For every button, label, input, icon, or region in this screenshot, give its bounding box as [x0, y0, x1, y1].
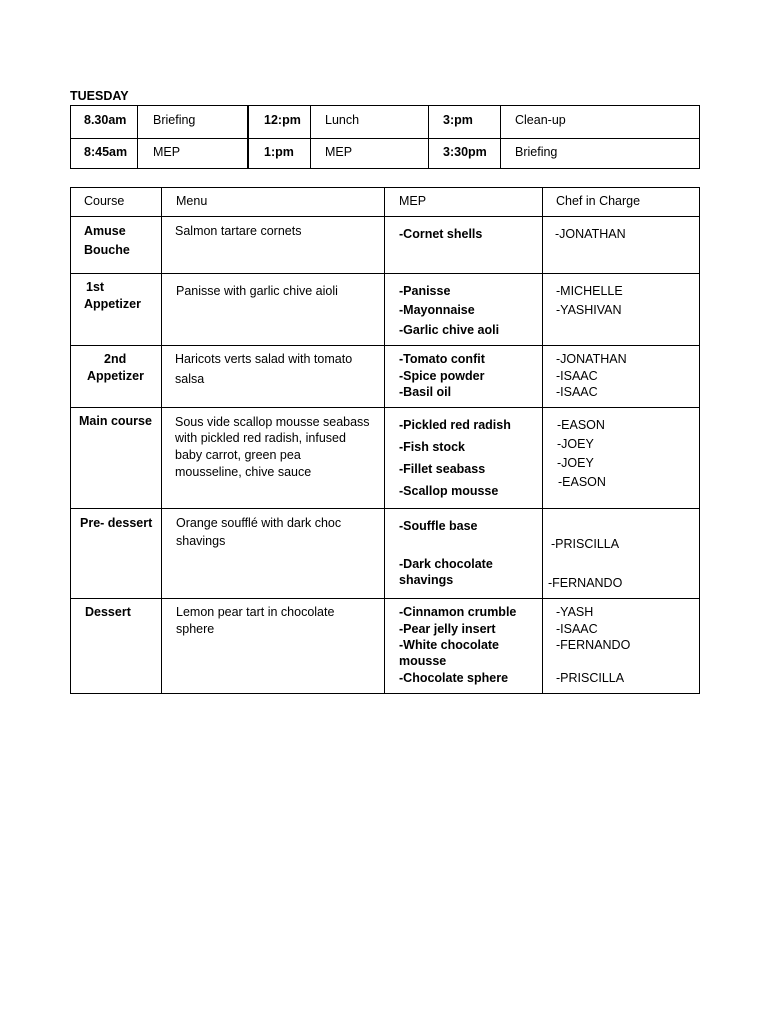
- schedule-time-cell: [428, 106, 500, 138]
- course-name-line: Appetizer: [84, 297, 141, 311]
- mep-item: -Cinnamon crumble: [399, 605, 517, 619]
- mep-item: -Mayonnaise: [399, 303, 475, 317]
- mep-cell: [384, 274, 542, 345]
- menu-cell: [161, 346, 384, 407]
- course-row: [71, 273, 699, 345]
- mep-cell: [384, 346, 542, 407]
- day-heading: TUESDAY: [70, 89, 129, 103]
- menu-description-line: sphere: [176, 622, 215, 636]
- chef-cell: [542, 217, 699, 273]
- chef-name: -FERNANDO: [548, 576, 623, 590]
- mep-item: -Pear jelly insert: [399, 622, 496, 636]
- schedule-time: 1:pm: [264, 145, 294, 159]
- chef-cell: [542, 599, 699, 693]
- schedule-activity-cell: [137, 139, 247, 168]
- schedule-activity: MEP: [325, 145, 353, 159]
- mep-item: -Tomato confit: [399, 352, 485, 366]
- course-row: [71, 508, 699, 598]
- menu-description-line: shavings: [176, 534, 226, 548]
- schedule-row: [71, 106, 699, 138]
- schedule-activity: Briefing: [515, 145, 558, 159]
- schedule-activity-cell: [500, 139, 699, 168]
- header-menu: Menu: [176, 194, 208, 208]
- menu-cell: [161, 217, 384, 273]
- menu-description-line: salsa: [175, 372, 205, 386]
- schedule-activity: Lunch: [325, 113, 360, 127]
- chef-name: -FERNANDO: [556, 638, 631, 652]
- schedule-activity-cell: [137, 106, 247, 138]
- schedule-table: [70, 105, 700, 169]
- schedule-activity: Clean-up: [515, 113, 566, 127]
- header-mep-cell: [384, 188, 542, 216]
- course-cell: [71, 599, 161, 693]
- menu-cell: [161, 408, 384, 508]
- chef-name: -JONATHAN: [555, 227, 626, 241]
- chef-cell: [542, 509, 699, 598]
- course-cell: [71, 408, 161, 508]
- mep-item: -Fish stock: [399, 440, 465, 454]
- header-chef: Chef in Charge: [556, 194, 641, 208]
- mep-item: -Basil oil: [399, 385, 452, 399]
- mep-cell: [384, 509, 542, 598]
- course-cell: [71, 509, 161, 598]
- course-row: [71, 216, 699, 273]
- mep-cell: [384, 408, 542, 508]
- schedule-row: [71, 138, 699, 168]
- schedule-activity: MEP: [153, 145, 181, 159]
- chef-name: -YASHIVAN: [556, 303, 622, 317]
- course-name-line: Pre- dessert: [80, 516, 153, 530]
- menu-cell: [161, 509, 384, 598]
- mep-item: -Spice powder: [399, 369, 485, 383]
- course-name-line: Amuse: [84, 224, 126, 238]
- course-row: [71, 345, 699, 407]
- chef-name: -ISAAC: [556, 385, 598, 399]
- mep-item: -White chocolate: [399, 638, 500, 652]
- chef-cell: [542, 346, 699, 407]
- chef-cell: [542, 408, 699, 508]
- mep-item: -Chocolate sphere: [399, 671, 509, 685]
- chef-name: -ISAAC: [556, 369, 598, 383]
- schedule-activity-cell: [310, 139, 428, 168]
- chef-cell: [542, 274, 699, 345]
- schedule-time-cell: [247, 139, 310, 168]
- mep-item: -Cornet shells: [399, 227, 483, 241]
- menu-table: [70, 187, 700, 694]
- mep-item: -Fillet seabass: [399, 462, 486, 476]
- chef-name: -PRISCILLA: [551, 537, 620, 551]
- menu-description-line: Sous vide scallop mousse seabass: [175, 415, 370, 429]
- menu-description-line: Lemon pear tart in chocolate: [176, 605, 335, 619]
- course-row: [71, 407, 699, 508]
- schedule-time-cell: [428, 139, 500, 168]
- mep-cell: [384, 217, 542, 273]
- menu-description-line: mousseline, chive sauce: [175, 465, 312, 479]
- chef-name: -JOEY: [557, 437, 594, 451]
- course-name-line: Appetizer: [87, 369, 144, 383]
- menu-header-row: [71, 188, 699, 216]
- chef-name: -JONATHAN: [556, 352, 627, 366]
- menu-description-line: Panisse with garlic chive aioli: [176, 284, 338, 298]
- mep-item: -Garlic chive aoli: [399, 323, 500, 337]
- course-name-line: 2nd: [104, 352, 127, 366]
- header-mep: MEP: [399, 194, 427, 208]
- chef-name: -JOEY: [557, 456, 594, 470]
- mep-item: mousse: [399, 654, 447, 668]
- course-cell: [71, 217, 161, 273]
- course-cell: [71, 274, 161, 345]
- schedule-activity: Briefing: [153, 113, 196, 127]
- header-course: Course: [84, 194, 125, 208]
- mep-item: -Pickled red radish: [399, 418, 511, 432]
- mep-item: -Souffle base: [399, 519, 478, 533]
- menu-description-line: Salmon tartare cornets: [175, 224, 302, 238]
- header-menu-cell: [161, 188, 384, 216]
- chef-name: -PRISCILLA: [556, 671, 625, 685]
- schedule-time-cell: [71, 139, 137, 168]
- course-name-line: 1st: [86, 280, 105, 294]
- schedule-time: 3:30pm: [443, 145, 487, 159]
- menu-description-line: with pickled red radish, infused: [175, 431, 346, 445]
- mep-cell: [384, 599, 542, 693]
- menu-description-line: baby carrot, green pea: [175, 448, 301, 462]
- menu-description-line: Haricots verts salad with tomato: [175, 352, 353, 366]
- course-cell: [71, 346, 161, 407]
- mep-item: -Scallop mousse: [399, 484, 499, 498]
- course-name-line: Bouche: [84, 243, 130, 257]
- menu-description-line: Orange soufflé with dark choc: [176, 516, 342, 530]
- chef-name: -EASON: [557, 418, 605, 432]
- header-course-cell: [71, 188, 161, 216]
- schedule-time-cell: [71, 106, 137, 138]
- chef-name: -YASH: [556, 605, 594, 619]
- course-row: [71, 598, 699, 693]
- schedule-time-cell: [247, 106, 310, 138]
- schedule-activity-cell: [500, 106, 699, 138]
- mep-item: shavings: [399, 573, 454, 587]
- menu-cell: [161, 274, 384, 345]
- schedule-time: 12:pm: [264, 113, 301, 127]
- mep-item: -Dark chocolate: [399, 557, 493, 571]
- course-name-line: Main course: [79, 414, 152, 428]
- mep-item: -Panisse: [399, 284, 451, 298]
- schedule-time: 8:45am: [84, 145, 128, 159]
- schedule-time: 8.30am: [84, 113, 127, 127]
- schedule-time: 3:pm: [443, 113, 473, 127]
- menu-cell: [161, 599, 384, 693]
- header-chef-cell: [542, 188, 699, 216]
- chef-name: -ISAAC: [556, 622, 598, 636]
- chef-name: -MICHELLE: [556, 284, 623, 298]
- course-name-line: Dessert: [85, 605, 131, 619]
- chef-name: -EASON: [558, 475, 606, 489]
- schedule-activity-cell: [310, 106, 428, 138]
